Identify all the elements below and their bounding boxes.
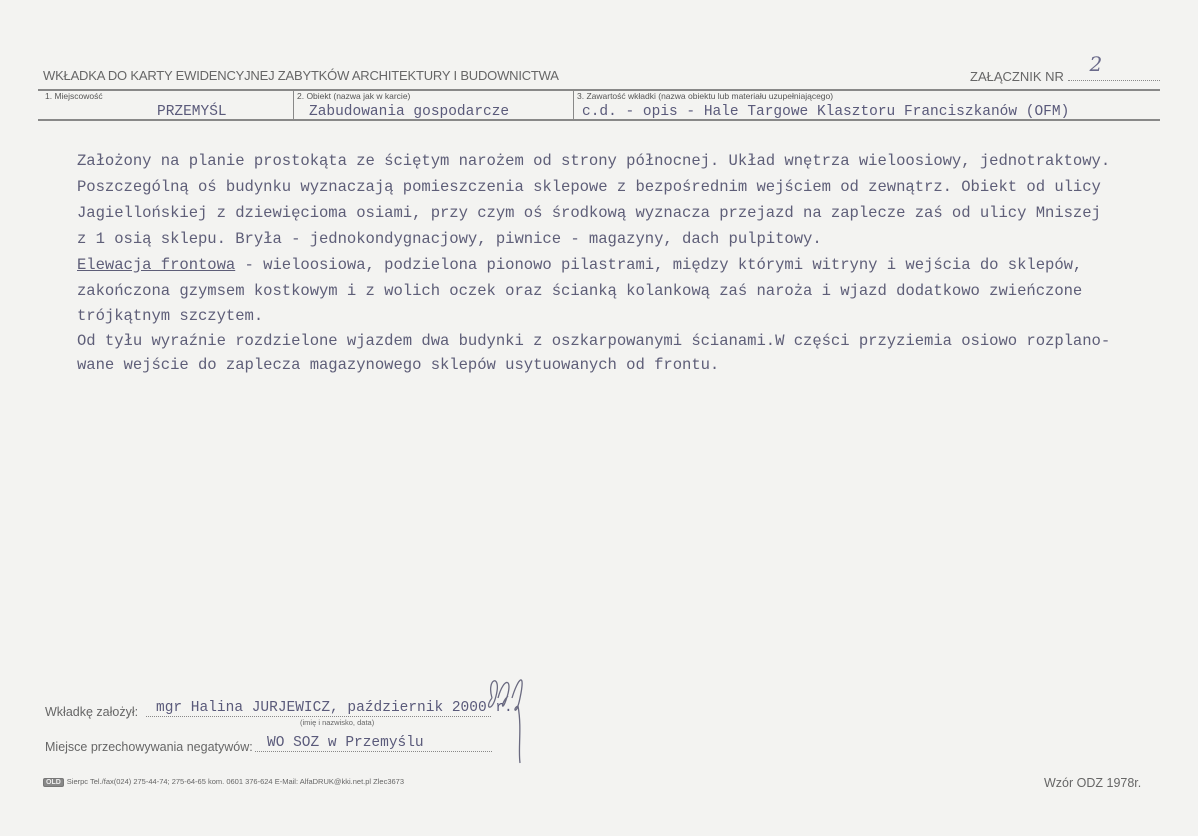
body-line: trójkątnym szczytem. (77, 307, 264, 325)
annex-label: ZAŁĄCZNIK NR (970, 69, 1064, 84)
author-hint: (imię i nazwisko, data) (300, 718, 375, 727)
body-line: Od tyłu wyraźnie rozdzielone wjazdem dwa budynki z oszkarpowanymi ścianami.W części przyziemia osiowo rozplano- (77, 332, 1111, 350)
body-line: Założony na planie prostokąta ze ściętym narożem od strony północnej. Układ wnętrza wieloosiowy, jednotraktowy. (77, 152, 1111, 170)
body-line: Jagiellońskiej z dziewięcioma osiami, przy czym oś środkową wyznacza przejazd na zaplecze zaś od ulicy Mniszej (77, 204, 1101, 222)
negatives-label: Miejsce przechowywania negatywów: (45, 740, 253, 754)
body-line: z 1 osią sklepu. Bryła - jednokondygnacjowy, piwnice - magazyny, dach pulpitowy. (77, 230, 822, 248)
negatives-value: WO SOZ w Przemyślu (255, 735, 492, 752)
column-divider (293, 91, 294, 120)
field-label-locality: 1. Miejscowość (45, 91, 103, 101)
body-line: Poszczególną oś budynku wyznaczają pomieszczenia sklepowe z bezpośrednim wejściem od zewnątrz. Obiekt od ulicy (77, 178, 1101, 196)
elevation-heading: Elewacja frontowa (77, 256, 236, 274)
field-label-contents: 3. Zawartość wkładki (nazwa obiektu lub materiału uzupełniającego) (577, 91, 834, 101)
annex-number-value: 2 (1089, 52, 1103, 76)
body-line: wane wejście do zaplecza magazynowego sklepów usytuowanych od frontu. (77, 356, 720, 374)
body-line: Elewacja frontowa - wieloosiowa, podzielona pionowo pilastrami, między którymi witryny i wejścia do sklepów, (77, 256, 1083, 274)
annex-number (970, 52, 1160, 84)
field-value-locality: PRZEMYŚL (157, 104, 227, 120)
field-value-contents: c.d. - opis - Hale Targowe Klasztoru Franciszkanów (OFM) (582, 104, 1070, 120)
field-value-object: Zabudowania gospodarcze (309, 104, 510, 120)
author-value: mgr Halina JURJEWICZ, październik 2000 r. (146, 700, 491, 717)
author-label: Wkładkę założył: (45, 705, 139, 719)
column-divider (573, 91, 574, 120)
printer-logo: OLD (43, 778, 64, 787)
body-line: zakończona gzymsem kostkowym i z wolich oczek oraz ścianką kolankową zaś naroża i wjazd dodatkowo zwieńczone (77, 282, 1083, 300)
form-code: Wzór ODZ 1978r. (1044, 776, 1142, 790)
field-label-object: 2. Obiekt (nazwa jak w karcie) (297, 91, 411, 101)
signature (478, 668, 538, 768)
form-title: WKŁADKA DO KARTY EWIDENCYJNEJ ZABYTKÓW ARCHITEKTURY I BUDOWNICTWA (43, 68, 559, 83)
printer-info: OLD Sierpc Tel./fax(024) 275-44-74; 275-64-65 kom. 0601 376-624 E-Mail: AlfaDRUK@kki.net.pl Zlec3673 (43, 777, 404, 787)
